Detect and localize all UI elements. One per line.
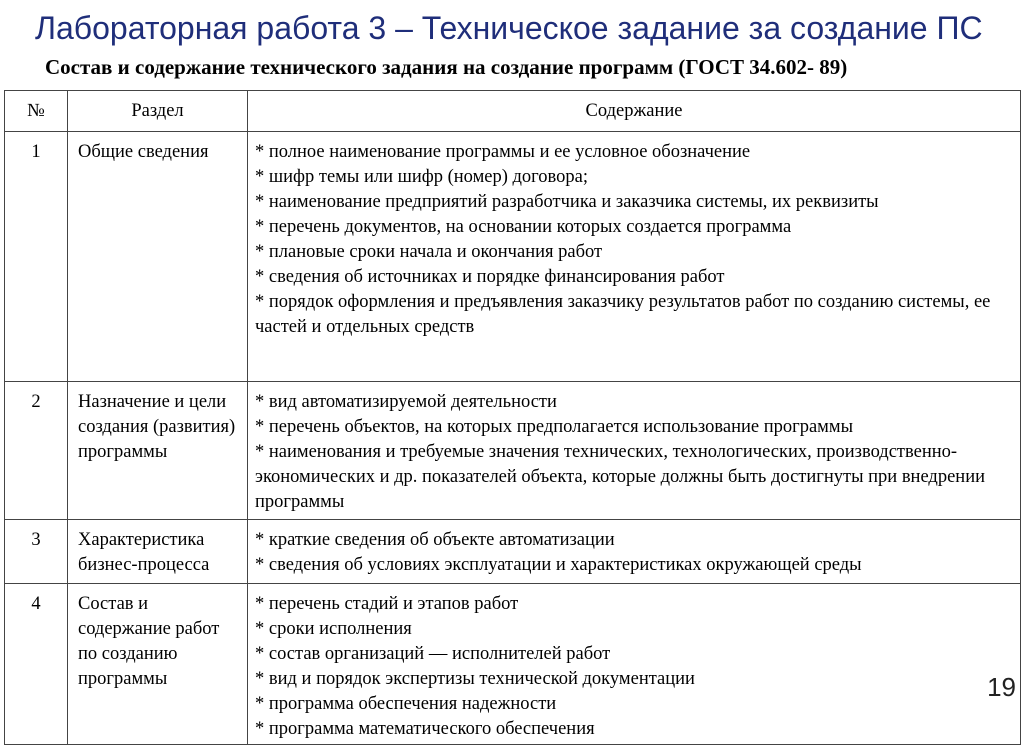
table-row xyxy=(5,520,1021,584)
header-content: Содержание xyxy=(248,91,1021,132)
content-item: * вид и порядок экспертизы технической документации xyxy=(255,669,695,689)
table-row xyxy=(5,382,1021,520)
row-content xyxy=(248,382,1021,520)
content-item: * плановые сроки начала и окончания работ xyxy=(255,242,603,262)
header-number: № xyxy=(5,91,68,132)
content-item: * наименование предприятий разработчика и заказчика системы, их реквизиты xyxy=(255,192,879,212)
row-number: 4 xyxy=(5,584,68,745)
table-row xyxy=(5,132,1021,382)
content-item: * шифр темы или шифр (номер) договора; xyxy=(255,167,589,187)
content-item: * полное наименование программы и ее условное обозначение xyxy=(255,142,751,162)
row-number: 3 xyxy=(5,520,68,584)
table-header-row xyxy=(5,91,1021,132)
row-section: Характеристика бизнес-процесса xyxy=(68,520,248,584)
row-content xyxy=(248,584,1021,745)
header-section: Раздел xyxy=(68,91,248,132)
content-item: * сведения об условиях эксплуатации и характеристиках окружающей среды xyxy=(255,555,862,575)
content-item: * порядок оформления и предъявления заказчику результатов работ по созданию системы, ее частей и отдельных средств xyxy=(255,292,991,337)
slide-title: Лабораторная работа 3 – Техническое задание за создание ПС xyxy=(35,10,983,46)
content-item: * программа математического обеспечения xyxy=(255,719,595,739)
slide-subtitle: Состав и содержание технического задания на создание программ (ГОСТ 34.602- 89) xyxy=(45,55,848,79)
content-item: * программа обеспечения надежности xyxy=(255,694,557,714)
content-item: * сроки исполнения xyxy=(255,619,412,639)
content-item: * перечень документов, на основании которых создается программа xyxy=(255,217,792,237)
row-section: Общие сведения xyxy=(68,132,248,382)
content-item: * перечень стадий и этапов работ xyxy=(255,594,519,614)
content-item: * состав организаций — исполнителей работ xyxy=(255,644,611,664)
content-item: * наименования и требуемые значения технических, технологических, производственно-экономических и др. показателей объекта, которые должны быть достигнуты при внедрении программы xyxy=(255,442,985,512)
row-number: 2 xyxy=(5,382,68,520)
content-item: * краткие сведения об объекте автоматизации xyxy=(255,530,615,550)
row-section: Назначение и цели создания (развития) программы xyxy=(68,382,248,520)
content-item: * сведения об источниках и порядке финансирования работ xyxy=(255,267,725,287)
row-section: Состав и содержание работ по созданию программы xyxy=(68,584,248,745)
row-content xyxy=(248,520,1021,584)
table-row xyxy=(5,584,1021,745)
content-item: * вид автоматизируемой деятельности xyxy=(255,392,557,412)
page-number: 19 xyxy=(987,672,1016,702)
content-item: * перечень объектов, на которых предполагается использование программы xyxy=(255,417,854,437)
row-content xyxy=(248,132,1021,382)
row-number: 1 xyxy=(5,132,68,382)
spec-table xyxy=(4,90,1021,745)
